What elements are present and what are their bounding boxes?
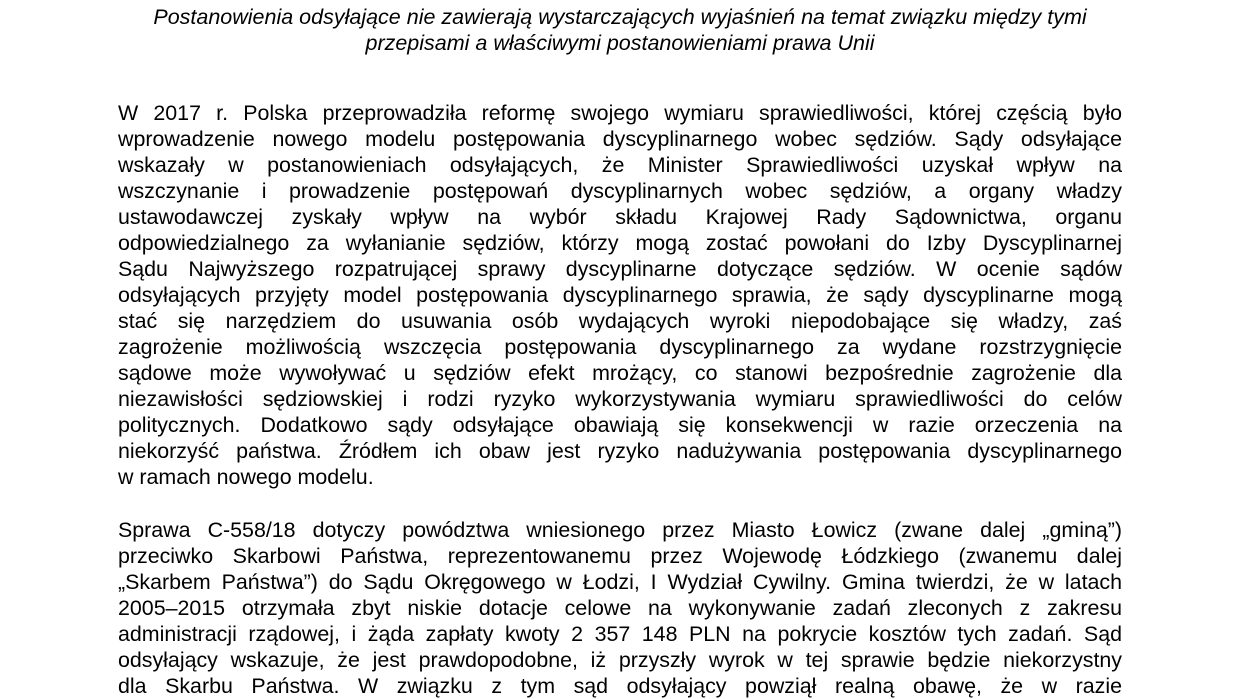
paragraph-line: „Skarbem Państwa”) do Sądu Okręgowego w Łodzi, I Wydział Cywilny. Gmina twierdzi, że w latach [118, 570, 1122, 594]
section-heading [110, 4, 1130, 56]
paragraph-line: odsyłający wskazuje, że jest prawdopodobne, iż przyszły wyrok w tej sprawie będzie niekorzystny [118, 648, 1122, 672]
paragraph-line: odpowiedzialnego za wyłanianie sędziów, którzy mogą zostać powołani do Izby Dyscyplinarnej [118, 231, 1122, 255]
heading-line-2: przepisami a właściwymi postanowieniami prawa Unii [365, 31, 875, 55]
heading-line-1: Postanowienia odsyłające nie zawierają wystarczających wyjaśnień na temat związku między tymi [153, 5, 1087, 29]
paragraph-line: sądowe może wywoływać u sędziów efekt mrożący, co stanowi bezpośrednie zagrożenie dla [118, 361, 1122, 385]
paragraph-2 [118, 517, 1122, 699]
paragraph-line: politycznych. Dodatkowo sądy odsyłające obawiają się konsekwencji w razie orzeczenia na [118, 413, 1122, 437]
paragraph-line: wskazały w postanowieniach odsyłających, że Minister Sprawiedliwości uzyskał wpływ na [118, 153, 1122, 177]
paragraph-line: odsyłających przyjęty model postępowania dyscyplinarnego sprawia, że sądy dyscyplinarne mogą [118, 283, 1122, 307]
paragraph-line: wprowadzenie nowego modelu postępowania dyscyplinarnego wobec sędziów. Sądy odsyłające [118, 127, 1122, 151]
paragraph-line: Sądu Najwyższego rozpatrującej sprawy dyscyplinarne dotyczące sędziów. W ocenie sądów [118, 257, 1122, 281]
paragraph-line: wszczynanie i prowadzenie postępowań dyscyplinarnych wobec sędziów, a organy władzy [118, 179, 1122, 203]
paragraph-line: niekorzyść państwa. Źródłem ich obaw jest ryzyko nadużywania postępowania dyscyplinarnego [118, 439, 1122, 463]
paragraph-line: Sprawa C-558/18 dotyczy powództwa wniesionego przez Miasto Łowicz (zwane dalej „gminą”) [118, 518, 1122, 542]
paragraph-line: zagrożenie możliwością wszczęcia postępowania dyscyplinarnego za wydane rozstrzygnięcie [118, 335, 1122, 359]
paragraph-line: dla Skarbu Państwa. W związku z tym sąd odsyłający powziął realną obawę, że w razie [118, 674, 1122, 698]
paragraph-line: ustawodawczej zyskały wpływ na wybór składu Krajowej Rady Sądownictwa, organu [118, 205, 1122, 229]
paragraph-1 [118, 100, 1122, 490]
paragraph-line: stać się narzędziem do usuwania osób wydających wyroki niepodobające się władzy, zaś [118, 309, 1122, 333]
paragraph-line: niezawisłości sędziowskiej i rodzi ryzyko wykorzystywania wymiaru sprawiedliwości do celów [118, 387, 1122, 411]
paragraph-line: administracji rządowej, i żąda zapłaty kwoty 2 357 148 PLN na pokrycie kosztów tych zadań. Sąd [118, 622, 1122, 646]
paragraph-line: w ramach nowego modelu. [118, 465, 374, 489]
paragraph-line: W 2017 r. Polska przeprowadziła reformę swojego wymiaru sprawiedliwości, której częścią było [118, 101, 1122, 125]
paragraph-line: przeciwko Skarbowi Państwa, reprezentowanemu przez Wojewodę Łódzkiego (zwanemu dalej [118, 544, 1122, 568]
paragraph-line: 2005–2015 otrzymała zbyt niskie dotacje celowe na wykonywanie zadań zleconych z zakresu [118, 596, 1122, 620]
